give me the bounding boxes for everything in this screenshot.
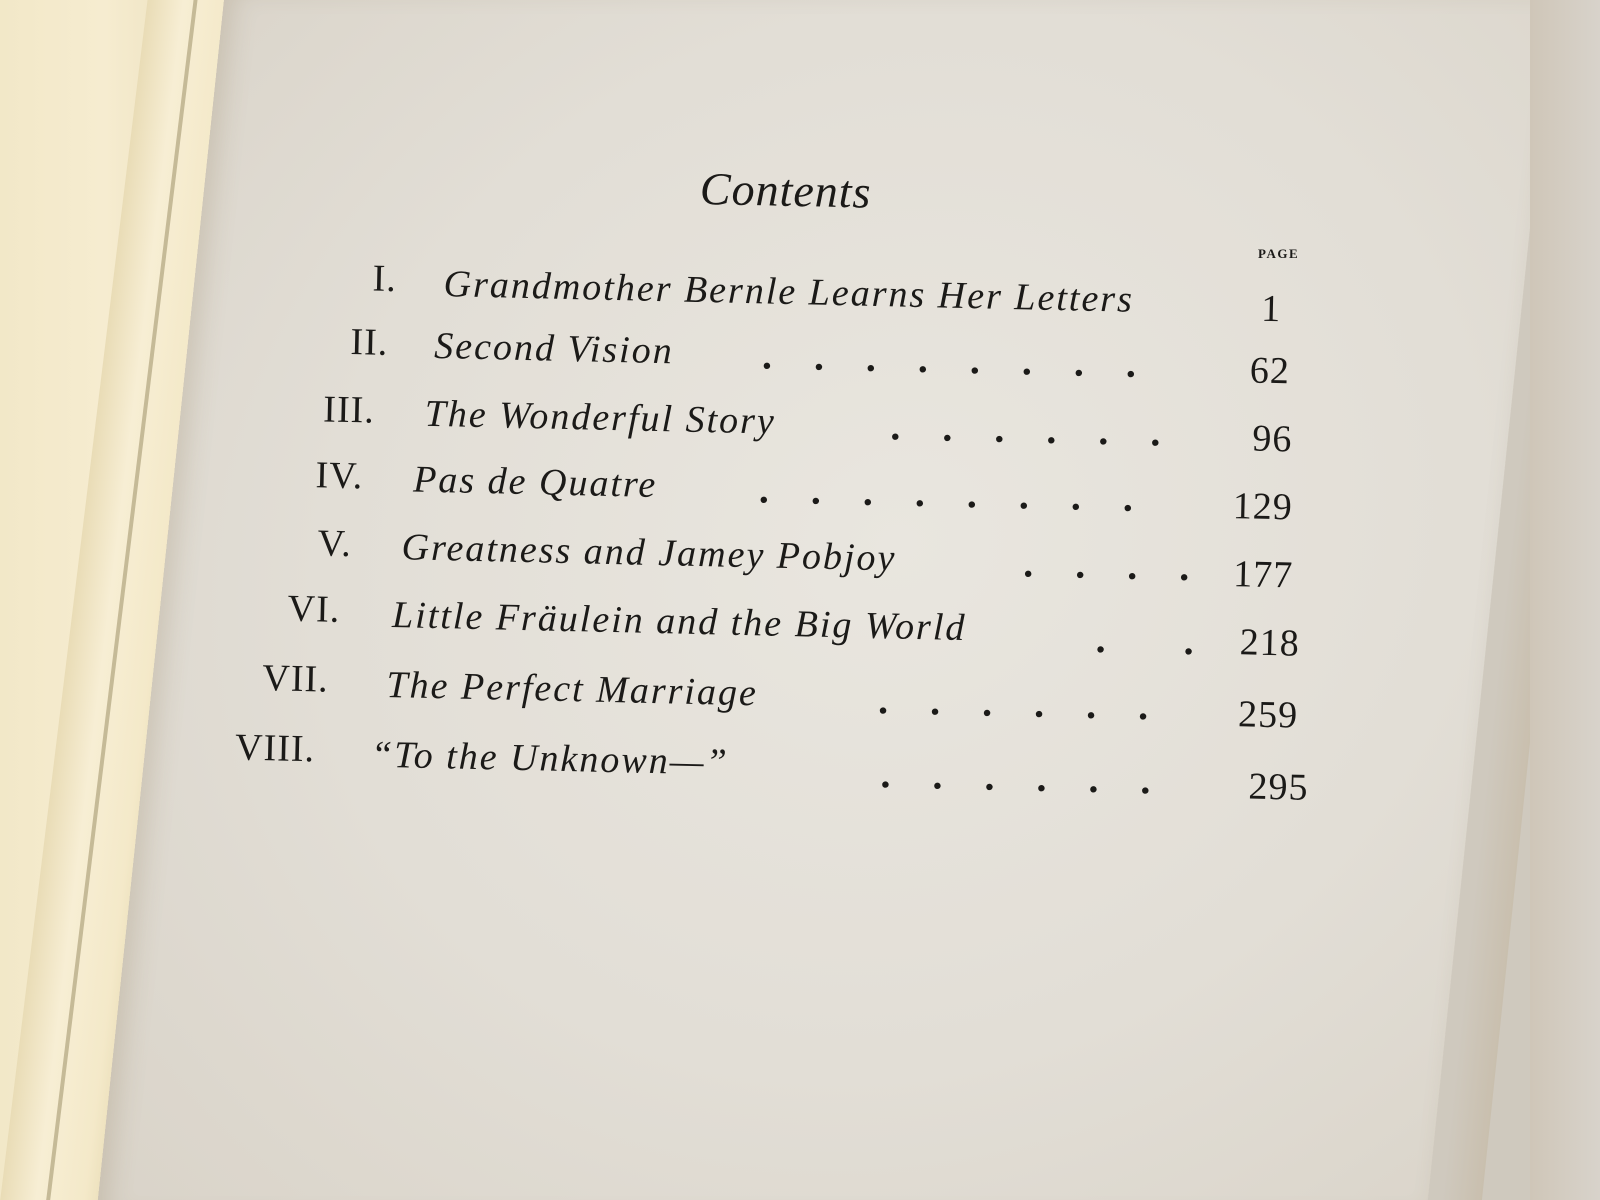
chapter-title: Grandmother Bernle Learns Her Letters: [443, 263, 1135, 321]
chapter-title: Greatness and Jamey Pobjoy: [401, 526, 897, 580]
chapter-numeral: I.: [372, 257, 398, 301]
chapter-title: Pas de Quatre: [412, 458, 658, 507]
contents-heading: Contents: [699, 163, 873, 218]
chapter-numeral: II.: [350, 321, 389, 364]
chapter-numeral: V.: [317, 522, 353, 566]
chapter-page-number: 177: [1232, 553, 1294, 597]
dot-leader: . . . . . . . .: [758, 466, 1150, 521]
chapter-page-number: 259: [1237, 693, 1299, 737]
chapter-page-number: 295: [1248, 765, 1309, 809]
chapter-numeral: III.: [322, 388, 376, 432]
dot-leader: . .: [1095, 616, 1229, 665]
chapter-title: The Perfect Marriage: [386, 663, 759, 715]
dot-leader: . . . .: [1022, 540, 1206, 590]
chapter-page-number: 96: [1251, 417, 1293, 461]
chapter-page-number: 218: [1239, 621, 1301, 665]
dot-leader: . . . . . .: [877, 677, 1165, 729]
chapter-page-number: 129: [1232, 485, 1294, 529]
chapter-title: “To the Unknown—”: [370, 733, 730, 784]
chapter-numeral: IV.: [315, 454, 364, 498]
page-column-label: PAGE: [1258, 246, 1300, 261]
dot-leader: . . . . . . . .: [761, 332, 1153, 387]
chapter-page-number: 1: [1260, 287, 1282, 331]
dot-leader: . . . . . .: [890, 403, 1178, 455]
chapter-numeral: VIII.: [234, 726, 316, 771]
chapter-numeral: VII.: [261, 657, 330, 701]
dot-leader: . . . . . .: [880, 751, 1168, 803]
chapter-page-number: 62: [1249, 349, 1291, 393]
chapter-title: Second Vision: [433, 324, 675, 373]
chapter-title: The Wonderful Story: [424, 392, 777, 443]
chapter-title: Little Fräulein and the Big World: [391, 594, 967, 650]
chapter-numeral: VI.: [287, 587, 341, 631]
